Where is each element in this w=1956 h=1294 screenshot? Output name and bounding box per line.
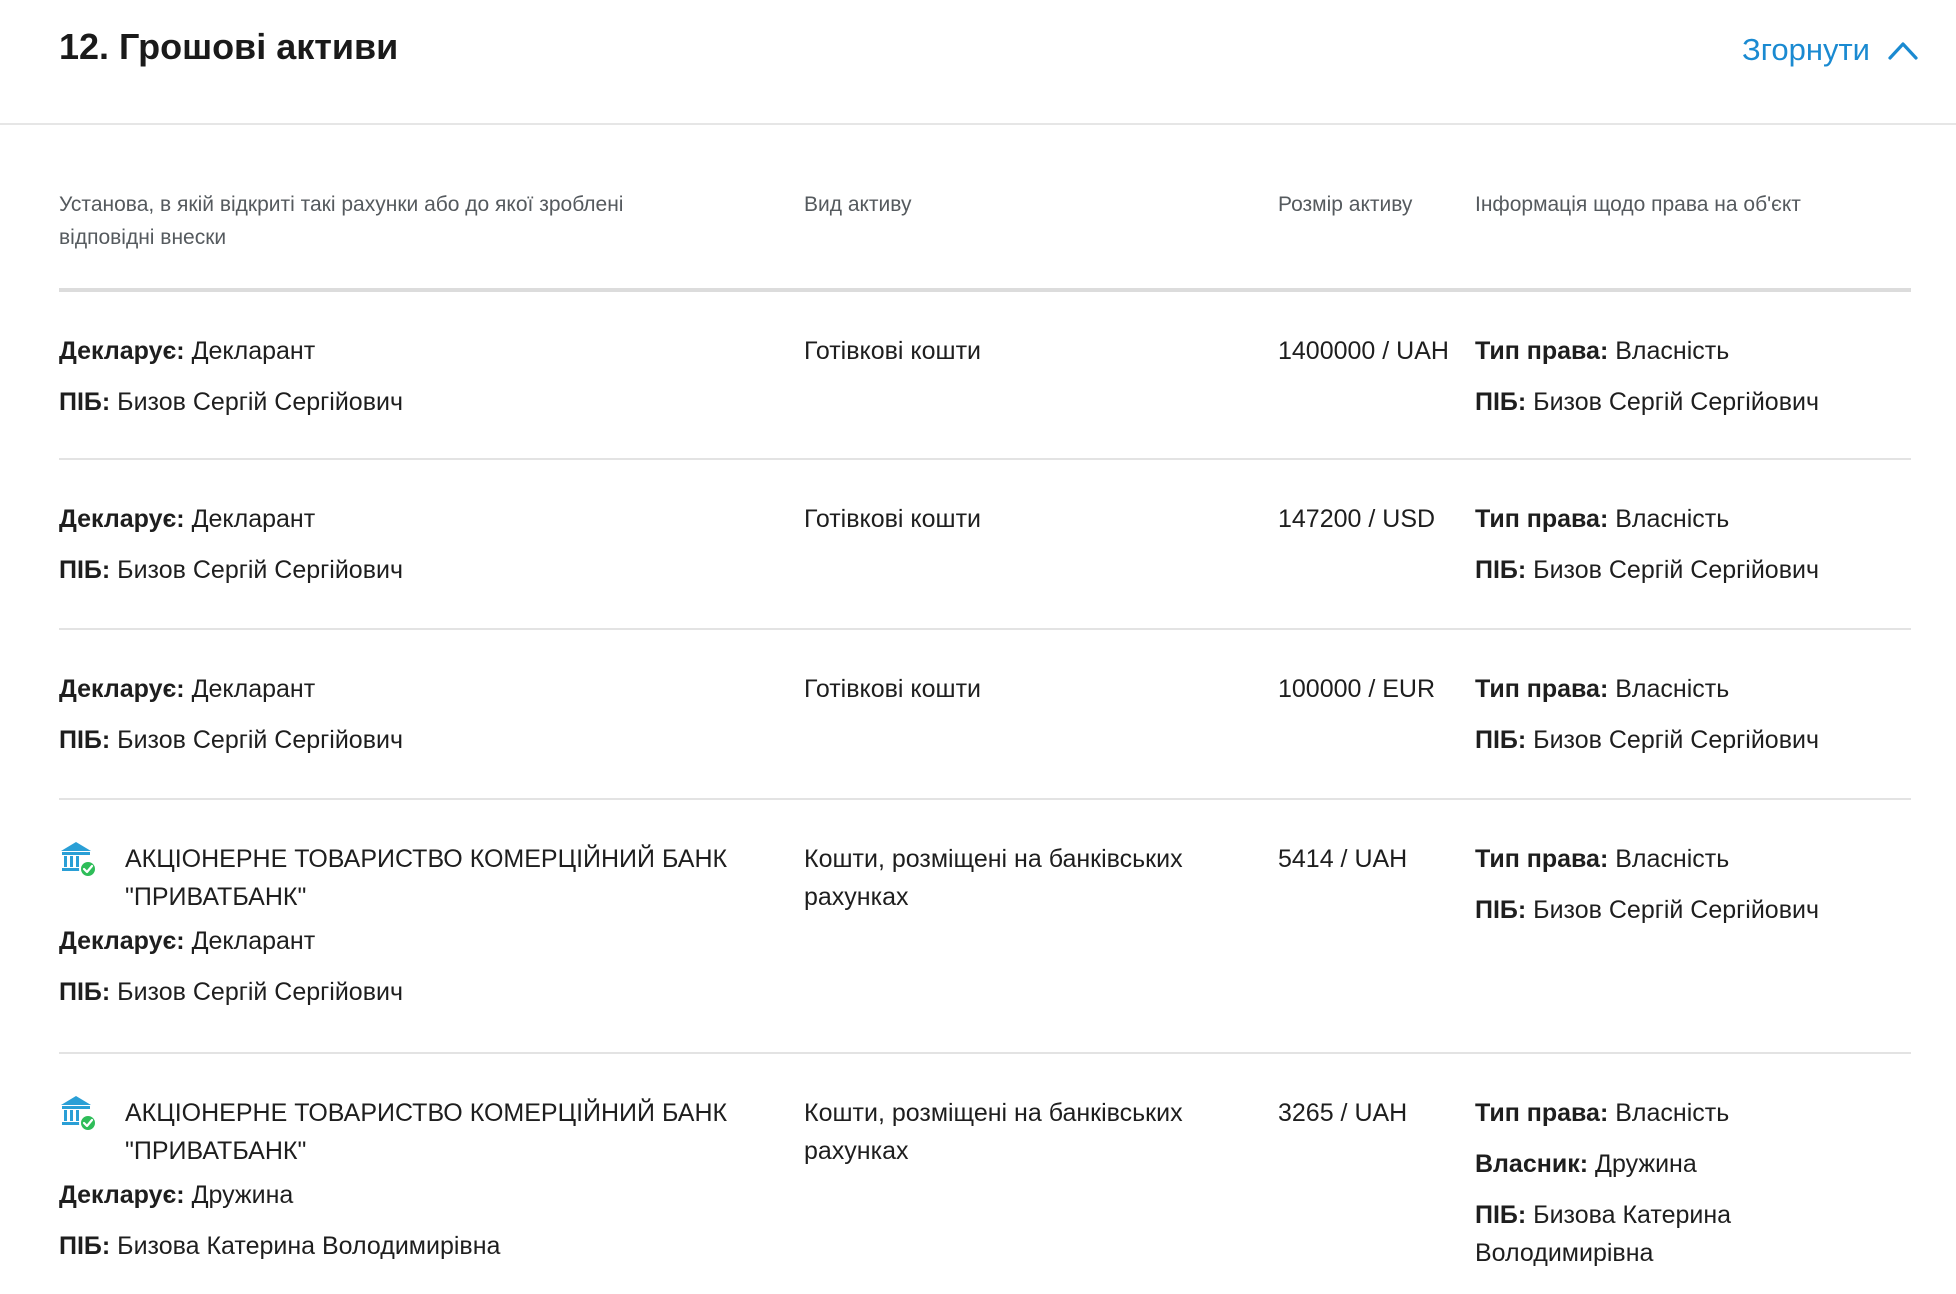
right-name-field (1475, 721, 1915, 759)
right-name-field (1475, 1196, 1915, 1272)
asset-type-cell: Кошти, розміщені на банківських рахунках (804, 1099, 1183, 1165)
declarant-name-field (59, 551, 779, 589)
right-type-value: Власність (1615, 337, 1730, 365)
table-body (59, 292, 1911, 1294)
institution-cell (59, 670, 779, 772)
table-row (59, 1054, 1911, 1294)
right-name-value: Бизов Сергій Сергійович (1533, 388, 1819, 416)
institution-name: АКЦІОНЕРНЕ ТОВАРИСТВО КОМЕРЦІЙНИЙ БАНК "ПРИВАТБАНК" (125, 845, 728, 911)
right-type-label: Тип права: (1475, 845, 1609, 873)
owner-label: Власник: (1475, 1150, 1589, 1178)
name-label: ПІБ: (59, 556, 111, 584)
asset-type-cell: Кошти, розміщені на банківських рахунках (804, 845, 1183, 911)
declares-value: Декларант (191, 505, 316, 533)
right-type-label: Тип права: (1475, 675, 1609, 703)
owner-value: Дружина (1595, 1150, 1697, 1178)
declares-field (59, 670, 779, 708)
declarant-name-field (59, 973, 779, 1011)
right-type-value: Власність (1615, 675, 1730, 703)
right-type-value: Власність (1615, 845, 1730, 873)
right-type-value: Власність (1615, 1099, 1730, 1127)
right-name-label: ПІБ: (1475, 896, 1527, 924)
rights-cell (1475, 1094, 1915, 1285)
declarant-name-field (59, 1227, 779, 1265)
declares-label: Декларує: (59, 927, 185, 955)
asset-type-cell: Готівкові кошти (804, 675, 982, 703)
name-label: ПІБ: (59, 388, 111, 416)
section-title: 12. Грошові активи (59, 26, 399, 67)
institution-name: АКЦІОНЕРНЕ ТОВАРИСТВО КОМЕРЦІЙНИЙ БАНК "ПРИВАТБАНК" (125, 1099, 728, 1165)
institution-cell (59, 1094, 779, 1278)
right-name-label: ПІБ: (1475, 556, 1527, 584)
right-type-field (1475, 840, 1915, 878)
table-header (59, 123, 1911, 292)
declarant-name-field (59, 721, 779, 759)
name-label: ПІБ: (59, 978, 111, 1006)
name-value: Бизов Сергій Сергійович (117, 388, 403, 416)
rights-cell (1475, 332, 1915, 434)
institution-cell (59, 840, 779, 1024)
right-name-label: ПІБ: (1475, 388, 1527, 416)
rights-cell (1475, 500, 1915, 602)
institution-cell (59, 332, 779, 434)
name-value: Бизов Сергій Сергійович (117, 978, 403, 1006)
assets-table (59, 123, 1911, 1294)
declares-value: Декларант (191, 927, 316, 955)
institution-cell (59, 500, 779, 602)
declares-value: Дружина (191, 1181, 294, 1209)
right-type-field (1475, 670, 1915, 708)
name-label: ПІБ: (59, 726, 111, 754)
column-header-institution: Установа, в якій відкриті такі рахунки або до якої зроблені відповідні внески (59, 193, 624, 249)
name-value: Бизов Сергій Сергійович (117, 556, 403, 584)
bank-verified-icon (59, 840, 99, 880)
name-value: Бизова Катерина Володимирівна (117, 1232, 501, 1260)
bank-verified-icon (59, 1094, 99, 1134)
right-type-field (1475, 1094, 1915, 1132)
declares-value: Декларант (191, 337, 316, 365)
table-row (59, 292, 1911, 460)
right-name-field (1475, 383, 1915, 421)
right-name-label: ПІБ: (1475, 1201, 1527, 1229)
right-name-value: Бизов Сергій Сергійович (1533, 896, 1819, 924)
declares-label: Декларує: (59, 337, 185, 365)
collapse-label: Згорнути (1742, 32, 1870, 67)
declares-field (59, 332, 779, 370)
declares-field (59, 922, 779, 960)
section-header (0, 0, 1956, 125)
right-type-label: Тип права: (1475, 1099, 1609, 1127)
right-name-value: Бизов Сергій Сергійович (1533, 726, 1819, 754)
institution (59, 1094, 779, 1170)
column-header-asset-type: Вид активу (804, 193, 912, 216)
right-type-field (1475, 500, 1915, 538)
amount-cell: 100000 / EUR (1278, 675, 1436, 703)
table-row (59, 460, 1911, 630)
table-row (59, 630, 1911, 800)
amount-cell: 3265 / UAH (1278, 1099, 1408, 1127)
right-type-value: Власність (1615, 505, 1730, 533)
owner-field (1475, 1145, 1915, 1183)
chevron-up-icon (1888, 40, 1918, 60)
amount-cell: 147200 / USD (1278, 505, 1436, 533)
asset-type-cell: Готівкові кошти (804, 337, 982, 365)
declares-field (59, 500, 779, 538)
column-header-rights: Інформація щодо права на об'єкт (1475, 193, 1801, 216)
right-name-field (1475, 891, 1915, 929)
declares-label: Декларує: (59, 505, 185, 533)
name-label: ПІБ: (59, 1232, 111, 1260)
collapse-button[interactable] (1742, 32, 1918, 68)
institution (59, 840, 779, 916)
right-type-label: Тип права: (1475, 337, 1609, 365)
right-type-field (1475, 332, 1915, 370)
right-name-value: Бизов Сергій Сергійович (1533, 556, 1819, 584)
column-header-amount: Розмір активу (1278, 193, 1413, 216)
right-name-label: ПІБ: (1475, 726, 1527, 754)
rights-cell (1475, 670, 1915, 772)
amount-cell: 5414 / UAH (1278, 845, 1408, 873)
amount-cell: 1400000 / UAH (1278, 337, 1449, 365)
right-type-label: Тип права: (1475, 505, 1609, 533)
right-name-value: Бизова Катерина Володимирівна (1475, 1201, 1732, 1267)
rights-cell (1475, 840, 1915, 942)
right-name-field (1475, 551, 1915, 589)
table-row (59, 800, 1911, 1054)
declarant-name-field (59, 383, 779, 421)
name-value: Бизов Сергій Сергійович (117, 726, 403, 754)
declares-label: Декларує: (59, 675, 185, 703)
asset-type-cell: Готівкові кошти (804, 505, 982, 533)
declares-value: Декларант (191, 675, 316, 703)
declares-field (59, 1176, 779, 1214)
declares-label: Декларує: (59, 1181, 185, 1209)
